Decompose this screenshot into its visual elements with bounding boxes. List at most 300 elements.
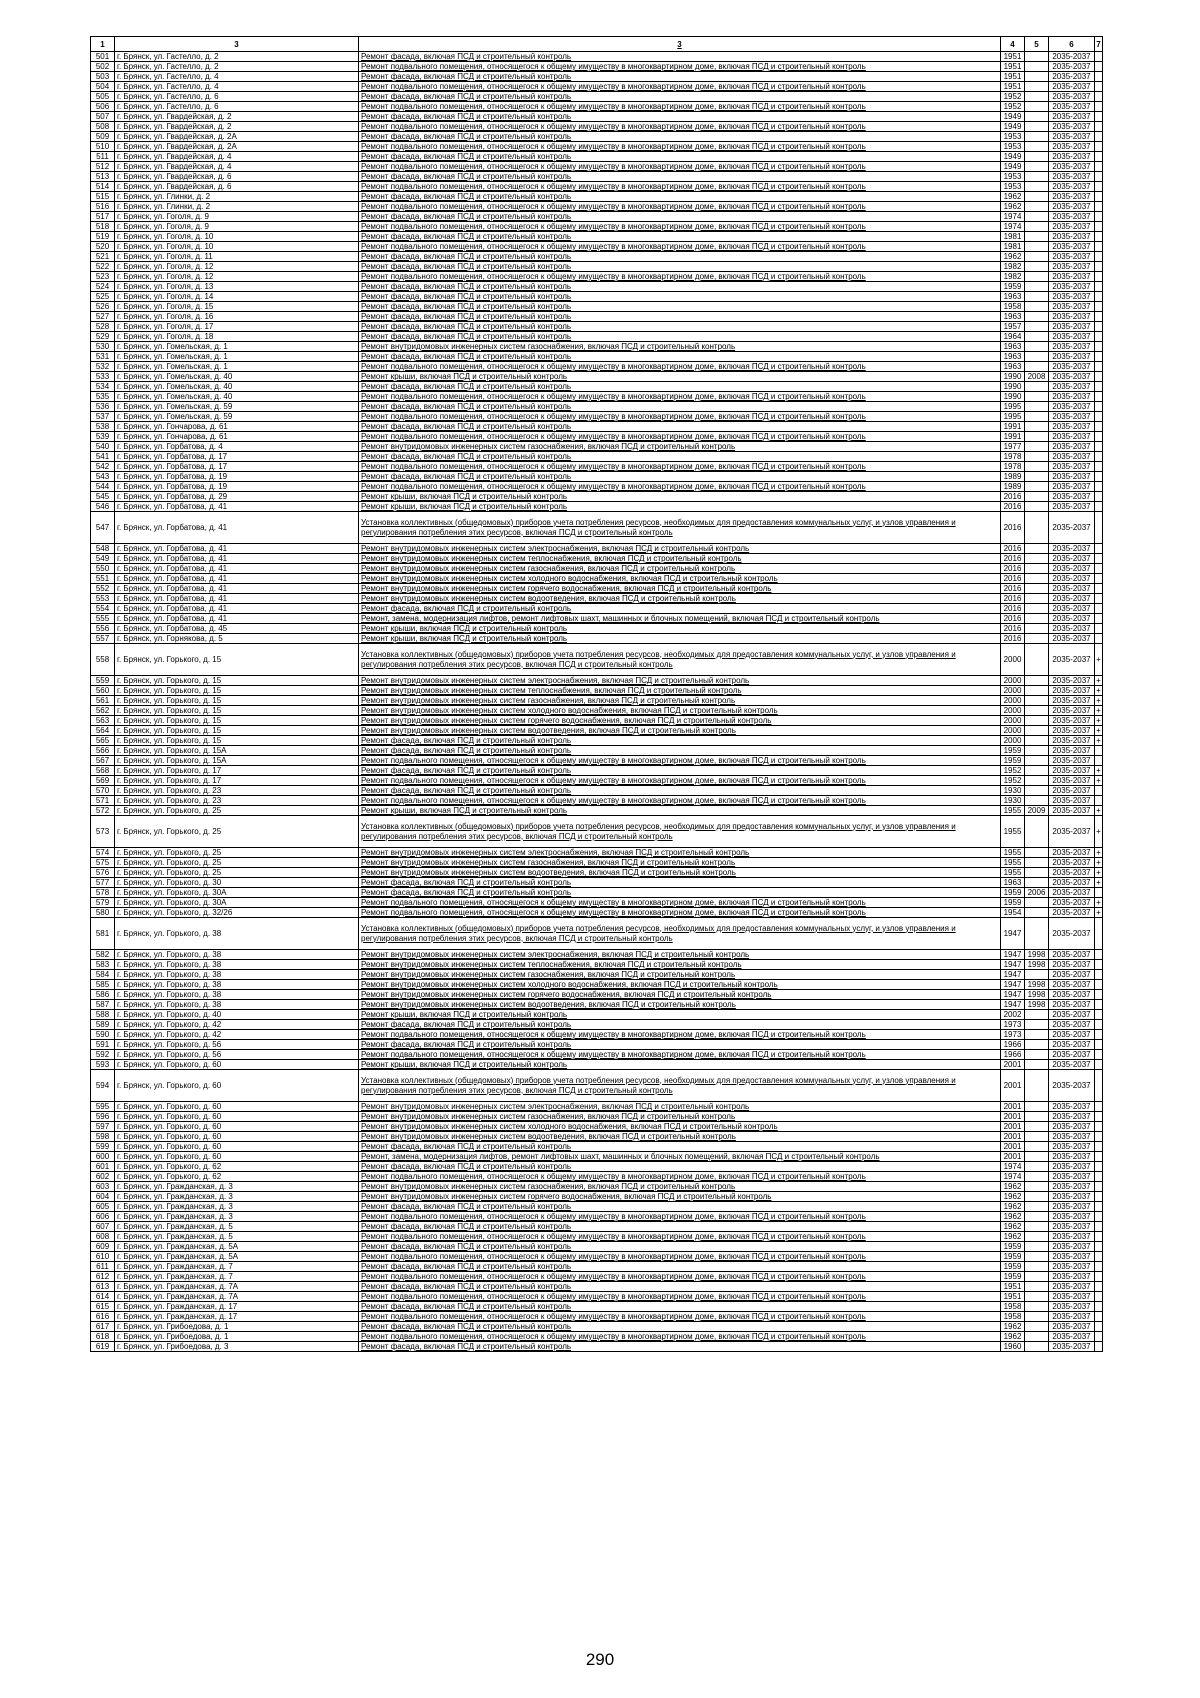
work-type-cell: Ремонт крыши, включая ПСД и строительный контроль [359, 492, 1001, 502]
address-cell: г. Брянск, ул. Горького, д. 38 [115, 980, 359, 990]
build-year-cell: 1995 [1001, 412, 1025, 422]
table-row [91, 1060, 1103, 1070]
build-year-cell: 1955 [1001, 868, 1025, 878]
address-cell: г. Брянск, ул. Гоголя, д. 16 [115, 312, 359, 322]
last-repair-year-cell [1025, 172, 1049, 182]
mark-cell [1095, 594, 1103, 604]
planned-period-cell: 2035-2037 [1049, 644, 1095, 676]
mark-cell [1095, 222, 1103, 232]
work-type-cell: Ремонт фасада, включая ПСД и строительный контроль [359, 1262, 1001, 1272]
table-row [91, 816, 1103, 848]
planned-period-cell: 2035-2037 [1049, 72, 1095, 82]
planned-period-cell: 2035-2037 [1049, 624, 1095, 634]
last-repair-year-cell: 1998 [1025, 980, 1049, 990]
mark-cell [1095, 1102, 1103, 1112]
last-repair-year-cell [1025, 544, 1049, 554]
planned-period-cell: 2035-2037 [1049, 122, 1095, 132]
row-number-cell: 598 [91, 1132, 115, 1142]
build-year-cell: 2001 [1001, 1132, 1025, 1142]
build-year-cell: 1978 [1001, 452, 1025, 462]
row-number-cell: 592 [91, 1050, 115, 1060]
build-year-cell: 2016 [1001, 574, 1025, 584]
row-number-cell: 604 [91, 1192, 115, 1202]
mark-cell [1095, 62, 1103, 72]
address-cell: г. Брянск, ул. Горького, д. 25 [115, 806, 359, 816]
planned-period-cell: 2035-2037 [1049, 162, 1095, 172]
table-row [91, 848, 1103, 858]
table-row [91, 202, 1103, 212]
address-cell: г. Брянск, ул. Горбатова, д. 41 [115, 604, 359, 614]
planned-period-cell: 2035-2037 [1049, 980, 1095, 990]
planned-period-cell: 2035-2037 [1049, 776, 1095, 786]
row-number-cell: 588 [91, 1010, 115, 1020]
planned-period-cell: 2035-2037 [1049, 232, 1095, 242]
work-type-cell: Ремонт подвального помещения, относящегося к общему имуществу в многоквартирном доме, включая ПСД и строительный контроль [359, 272, 1001, 282]
build-year-cell: 2016 [1001, 492, 1025, 502]
mark-cell [1095, 1202, 1103, 1212]
planned-period-cell: 2035-2037 [1049, 222, 1095, 232]
table-row [91, 382, 1103, 392]
build-year-cell: 1962 [1001, 1322, 1025, 1332]
build-year-cell: 1947 [1001, 918, 1025, 950]
work-type-cell: Ремонт фасада, включая ПСД и строительный контроль [359, 302, 1001, 312]
last-repair-year-cell [1025, 816, 1049, 848]
work-type-cell: Установка коллективных (общедомовых) приборов учета потребления ресурсов, необходимых для предоставления коммунальных услуг, и узлов управления и регулирования потребления этих ресурсов, включая ПСД и строительный контроль [359, 918, 1001, 950]
planned-period-cell: 2035-2037 [1049, 1232, 1095, 1242]
table-row [91, 172, 1103, 182]
work-type-cell: Ремонт фасада, включая ПСД и строительный контроль [359, 132, 1001, 142]
mark-cell [1095, 544, 1103, 554]
planned-period-cell: 2035-2037 [1049, 212, 1095, 222]
work-type-cell: Ремонт подвального помещения, относящегося к общему имуществу в многоквартирном доме, включая ПСД и строительный контроль [359, 462, 1001, 472]
last-repair-year-cell [1025, 322, 1049, 332]
row-number-cell: 518 [91, 222, 115, 232]
address-cell: г. Брянск, ул. Горького, д. 62 [115, 1162, 359, 1172]
last-repair-year-cell [1025, 1182, 1049, 1192]
last-repair-year-cell [1025, 1122, 1049, 1132]
row-number-cell: 571 [91, 796, 115, 806]
row-number-cell: 514 [91, 182, 115, 192]
planned-period-cell: 2035-2037 [1049, 512, 1095, 544]
last-repair-year-cell [1025, 52, 1049, 62]
work-type-cell: Установка коллективных (общедомовых) приборов учета потребления ресурсов, необходимых для предоставления коммунальных услуг, и узлов управления и регулирования потребления этих ресурсов, включая ПСД и строительный контроль [359, 816, 1001, 848]
address-cell: г. Брянск, ул. Гвардейская, д. 2А [115, 132, 359, 142]
row-number-cell: 572 [91, 806, 115, 816]
work-type-cell: Ремонт фасада, включая ПСД и строительный контроль [359, 332, 1001, 342]
planned-period-cell: 2035-2037 [1049, 898, 1095, 908]
work-type-cell: Ремонт подвального помещения, относящегося к общему имуществу в многоквартирном доме, включая ПСД и строительный контроль [359, 82, 1001, 92]
build-year-cell: 1959 [1001, 888, 1025, 898]
build-year-cell: 1949 [1001, 112, 1025, 122]
table-row [91, 858, 1103, 868]
planned-period-cell: 2035-2037 [1049, 1122, 1095, 1132]
work-type-cell: Ремонт внутридомовых инженерных систем холодного водоснабжения, включая ПСД и строительный контроль [359, 574, 1001, 584]
address-cell: г. Брянск, ул. Гвардейская, д. 6 [115, 182, 359, 192]
address-cell: г. Брянск, ул. Горького, д. 40 [115, 1010, 359, 1020]
address-cell: г. Брянск, ул. Горького, д. 56 [115, 1050, 359, 1060]
planned-period-cell: 2035-2037 [1049, 152, 1095, 162]
row-number-cell: 561 [91, 696, 115, 706]
planned-period-cell: 2035-2037 [1049, 960, 1095, 970]
address-cell: г. Брянск, ул. Горького, д. 30А [115, 888, 359, 898]
table-row [91, 472, 1103, 482]
work-type-cell: Установка коллективных (общедомовых) приборов учета потребления ресурсов, необходимых для предоставления коммунальных услуг, и узлов управления и регулирования потребления этих ресурсов, включая ПСД и строительный контроль [359, 1070, 1001, 1102]
work-type-cell: Ремонт крыши, включая ПСД и строительный контроль [359, 372, 1001, 382]
table-row [91, 352, 1103, 362]
mark-cell [1095, 786, 1103, 796]
planned-period-cell: 2035-2037 [1049, 102, 1095, 112]
planned-period-cell: 2035-2037 [1049, 564, 1095, 574]
address-cell: г. Брянск, ул. Гастелло, д. 6 [115, 102, 359, 112]
work-type-cell: Ремонт внутридомовых инженерных систем горячего водоснабжения, включая ПСД и строительный контроль [359, 716, 1001, 726]
build-year-cell: 1947 [1001, 980, 1025, 990]
build-year-cell: 2016 [1001, 634, 1025, 644]
row-number-cell: 618 [91, 1332, 115, 1342]
build-year-cell: 1959 [1001, 1262, 1025, 1272]
mark-cell [1095, 202, 1103, 212]
address-cell: г. Брянск, ул. Гвардейская, д. 2А [115, 142, 359, 152]
planned-period-cell: 2035-2037 [1049, 686, 1095, 696]
last-repair-year-cell [1025, 112, 1049, 122]
address-cell: г. Брянск, ул. Горького, д. 17 [115, 776, 359, 786]
build-year-cell: 2002 [1001, 1010, 1025, 1020]
last-repair-year-cell [1025, 392, 1049, 402]
work-type-cell: Ремонт, замена, модернизация лифтов, ремонт лифтовых шахт, машинных и блочных помещений, включая ПСД и строительный контроль [359, 614, 1001, 624]
address-cell: г. Брянск, ул. Горького, д. 15 [115, 736, 359, 746]
build-year-cell: 1959 [1001, 1252, 1025, 1262]
row-number-cell: 508 [91, 122, 115, 132]
address-cell: г. Брянск, ул. Гражданская, д. 7 [115, 1272, 359, 1282]
build-year-cell: 2016 [1001, 584, 1025, 594]
mark-cell: + [1096, 676, 1101, 685]
work-type-cell: Установка коллективных (общедомовых) приборов учета потребления ресурсов, необходимых для предоставления коммунальных услуг, и узлов управления и регулирования потребления этих ресурсов, включая ПСД и строительный контроль [359, 644, 1001, 676]
last-repair-year-cell [1025, 766, 1049, 776]
row-number-cell: 584 [91, 970, 115, 980]
address-cell: г. Брянск, ул. Горького, д. 15 [115, 726, 359, 736]
last-repair-year-cell [1025, 222, 1049, 232]
registry-sheet [90, 36, 1103, 1352]
address-cell: г. Брянск, ул. Грибоедова, д. 3 [115, 1342, 359, 1352]
work-type-cell: Ремонт внутридомовых инженерных систем водоотведения, включая ПСД и строительный контроль [359, 868, 1001, 878]
table-row [91, 696, 1103, 706]
build-year-cell: 2016 [1001, 624, 1025, 634]
work-type-cell: Ремонт внутридомовых инженерных систем электроснабжения, включая ПСД и строительный контроль [359, 1102, 1001, 1112]
row-number-cell: 590 [91, 1030, 115, 1040]
address-cell: г. Брянск, ул. Горького, д. 60 [115, 1122, 359, 1132]
table-row [91, 362, 1103, 372]
table-row [91, 1020, 1103, 1030]
planned-period-cell: 2035-2037 [1049, 614, 1095, 624]
work-type-cell: Ремонт фасада, включая ПСД и строительный контроль [359, 212, 1001, 222]
mark-cell [1095, 1272, 1103, 1282]
planned-period-cell: 2035-2037 [1049, 604, 1095, 614]
table-row [91, 432, 1103, 442]
mark-cell [1095, 82, 1103, 92]
work-type-cell: Ремонт внутридомовых инженерных систем горячего водоснабжения, включая ПСД и строительный контроль [359, 584, 1001, 594]
work-type-cell: Ремонт подвального помещения, относящегося к общему имуществу в многоквартирном доме, включая ПСД и строительный контроль [359, 1232, 1001, 1242]
table-row [91, 252, 1103, 262]
planned-period-cell: 2035-2037 [1049, 1292, 1095, 1302]
build-year-cell: 1952 [1001, 92, 1025, 102]
row-number-cell: 611 [91, 1262, 115, 1272]
table-row [91, 162, 1103, 172]
last-repair-year-cell [1025, 1060, 1049, 1070]
mark-cell [1095, 152, 1103, 162]
mark-cell [1095, 746, 1103, 756]
column-header: 4 [1001, 37, 1025, 52]
row-number-cell: 548 [91, 544, 115, 554]
row-number-cell: 568 [91, 766, 115, 776]
build-year-cell: 2016 [1001, 544, 1025, 554]
last-repair-year-cell [1025, 162, 1049, 172]
mark-cell [1095, 502, 1103, 512]
last-repair-year-cell [1025, 92, 1049, 102]
work-type-cell: Ремонт фасада, включая ПСД и строительный контроль [359, 1142, 1001, 1152]
address-cell: г. Брянск, ул. Гомельская, д. 1 [115, 342, 359, 352]
address-cell: г. Брянск, ул. Гастелло, д. 4 [115, 72, 359, 82]
row-number-cell: 600 [91, 1152, 115, 1162]
work-type-cell: Ремонт подвального помещения, относящегося к общему имуществу в многоквартирном доме, включая ПСД и строительный контроль [359, 362, 1001, 372]
mark-cell [1095, 272, 1103, 282]
last-repair-year-cell [1025, 432, 1049, 442]
table-row [91, 614, 1103, 624]
row-number-cell: 574 [91, 848, 115, 858]
work-type-cell: Ремонт фасада, включая ПСД и строительный контроль [359, 878, 1001, 888]
planned-period-cell: 2035-2037 [1049, 1102, 1095, 1112]
row-number-cell: 579 [91, 898, 115, 908]
last-repair-year-cell [1025, 706, 1049, 716]
table-row [91, 1222, 1103, 1232]
last-repair-year-cell [1025, 726, 1049, 736]
mark-cell [1095, 1302, 1103, 1312]
table-row [91, 756, 1103, 766]
last-repair-year-cell [1025, 970, 1049, 980]
build-year-cell: 1954 [1001, 908, 1025, 918]
work-type-cell: Ремонт внутридомовых инженерных систем газоснабжения, включая ПСД и строительный контроль [359, 564, 1001, 574]
row-number-cell: 577 [91, 878, 115, 888]
planned-period-cell: 2035-2037 [1049, 1152, 1095, 1162]
table-row [91, 574, 1103, 584]
mark-cell [1095, 970, 1103, 980]
build-year-cell: 2001 [1001, 1102, 1025, 1112]
table-row [91, 1342, 1103, 1352]
column-header: 7 [1095, 37, 1103, 52]
build-year-cell: 2016 [1001, 554, 1025, 564]
table-row [91, 132, 1103, 142]
last-repair-year-cell [1025, 878, 1049, 888]
row-number-cell: 603 [91, 1182, 115, 1192]
table-row [91, 462, 1103, 472]
mark-cell [1095, 242, 1103, 252]
build-year-cell: 1966 [1001, 1040, 1025, 1050]
planned-period-cell: 2035-2037 [1049, 442, 1095, 452]
table-row [91, 322, 1103, 332]
row-number-cell: 609 [91, 1242, 115, 1252]
work-type-cell: Ремонт фасада, включая ПСД и строительный контроль [359, 888, 1001, 898]
address-cell: г. Брянск, ул. Гоголя, д. 9 [115, 222, 359, 232]
work-type-cell: Ремонт фасада, включая ПСД и строительный контроль [359, 402, 1001, 412]
planned-period-cell: 2035-2037 [1049, 422, 1095, 432]
work-type-cell: Ремонт фасада, включая ПСД и строительный контроль [359, 1222, 1001, 1232]
build-year-cell: 1949 [1001, 162, 1025, 172]
mark-cell: + [1096, 776, 1101, 785]
work-type-cell: Ремонт подвального помещения, относящегося к общему имуществу в многоквартирном доме, включая ПСД и строительный контроль [359, 1332, 1001, 1342]
build-year-cell: 1981 [1001, 232, 1025, 242]
address-cell: г. Брянск, ул. Гвардейская, д. 6 [115, 172, 359, 182]
build-year-cell: 1962 [1001, 1202, 1025, 1212]
table-row [91, 1162, 1103, 1172]
last-repair-year-cell [1025, 192, 1049, 202]
mark-cell [1095, 72, 1103, 82]
row-number-cell: 529 [91, 332, 115, 342]
table-row [91, 950, 1103, 960]
address-cell: г. Брянск, ул. Горького, д. 15 [115, 644, 359, 676]
mark-cell [1095, 432, 1103, 442]
work-type-cell: Ремонт фасада, включая ПСД и строительный контроль [359, 252, 1001, 262]
last-repair-year-cell [1025, 182, 1049, 192]
table-row [91, 1142, 1103, 1152]
address-cell: г. Брянск, ул. Гражданская, д. 5 [115, 1232, 359, 1242]
build-year-cell: 2000 [1001, 696, 1025, 706]
address-cell: г. Брянск, ул. Горбатова, д. 19 [115, 472, 359, 482]
build-year-cell: 1974 [1001, 1172, 1025, 1182]
build-year-cell: 1953 [1001, 172, 1025, 182]
last-repair-year-cell [1025, 242, 1049, 252]
table-row [91, 970, 1103, 980]
row-number-cell: 570 [91, 786, 115, 796]
build-year-cell: 1959 [1001, 282, 1025, 292]
work-type-cell: Ремонт крыши, включая ПСД и строительный контроль [359, 1060, 1001, 1070]
last-repair-year-cell [1025, 282, 1049, 292]
table-row [91, 796, 1103, 806]
planned-period-cell: 2035-2037 [1049, 1060, 1095, 1070]
table-row [91, 564, 1103, 574]
row-number-cell: 555 [91, 614, 115, 624]
address-cell: г. Брянск, ул. Горбатова, д. 17 [115, 462, 359, 472]
build-year-cell: 1964 [1001, 332, 1025, 342]
last-repair-year-cell [1025, 604, 1049, 614]
last-repair-year-cell [1025, 462, 1049, 472]
build-year-cell: 1991 [1001, 432, 1025, 442]
address-cell: г. Брянск, ул. Горького, д. 62 [115, 1172, 359, 1182]
row-number-cell: 525 [91, 292, 115, 302]
last-repair-year-cell [1025, 302, 1049, 312]
planned-period-cell: 2035-2037 [1049, 574, 1095, 584]
table-row [91, 1212, 1103, 1222]
address-cell: г. Брянск, ул. Гомельская, д. 1 [115, 362, 359, 372]
planned-period-cell: 2035-2037 [1049, 970, 1095, 980]
table-row [91, 1112, 1103, 1122]
last-repair-year-cell [1025, 868, 1049, 878]
work-type-cell: Ремонт фасада, включая ПСД и строительный контроль [359, 1282, 1001, 1292]
row-number-cell: 515 [91, 192, 115, 202]
work-type-cell: Ремонт внутридомовых инженерных систем газоснабжения, включая ПСД и строительный контроль [359, 442, 1001, 452]
last-repair-year-cell [1025, 1152, 1049, 1162]
mark-cell [1095, 1142, 1103, 1152]
address-cell: г. Брянск, ул. Глинки, д. 2 [115, 192, 359, 202]
build-year-cell: 1966 [1001, 1050, 1025, 1060]
work-type-cell: Ремонт фасада, включая ПСД и строительный контроль [359, 766, 1001, 776]
mark-cell [1095, 918, 1103, 950]
build-year-cell: 2000 [1001, 706, 1025, 716]
last-repair-year-cell [1025, 594, 1049, 604]
build-year-cell: 1963 [1001, 352, 1025, 362]
row-number-cell: 552 [91, 584, 115, 594]
planned-period-cell: 2035-2037 [1049, 950, 1095, 960]
mark-cell: + [1096, 766, 1101, 775]
mark-cell [1095, 1132, 1103, 1142]
address-cell: г. Брянск, ул. Гражданская, д. 3 [115, 1212, 359, 1222]
mark-cell [1095, 1262, 1103, 1272]
address-cell: г. Брянск, ул. Горького, д. 60 [115, 1132, 359, 1142]
row-number-cell: 558 [91, 644, 115, 676]
column-header: 6 [1049, 37, 1095, 52]
address-cell: г. Брянск, ул. Горького, д. 38 [115, 918, 359, 950]
address-cell: г. Брянск, ул. Гомельская, д. 40 [115, 372, 359, 382]
address-cell: г. Брянск, ул. Гражданская, д. 3 [115, 1192, 359, 1202]
table-row [91, 292, 1103, 302]
work-type-cell: Ремонт фасада, включая ПСД и строительный контроль [359, 1322, 1001, 1332]
build-year-cell: 1973 [1001, 1020, 1025, 1030]
build-year-cell: 1974 [1001, 1162, 1025, 1172]
table-row [91, 232, 1103, 242]
work-type-cell: Ремонт фасада, включая ПСД и строительный контроль [359, 352, 1001, 362]
planned-period-cell: 2035-2037 [1049, 382, 1095, 392]
mark-cell [1095, 1010, 1103, 1020]
address-cell: г. Брянск, ул. Гоголя, д. 12 [115, 262, 359, 272]
work-type-cell: Ремонт внутридомовых инженерных систем электроснабжения, включая ПСД и строительный контроль [359, 544, 1001, 554]
last-repair-year-cell [1025, 142, 1049, 152]
work-type-cell: Ремонт внутридомовых инженерных систем газоснабжения, включая ПСД и строительный контроль [359, 970, 1001, 980]
address-cell: г. Брянск, ул. Гоголя, д. 10 [115, 242, 359, 252]
last-repair-year-cell [1025, 1262, 1049, 1272]
planned-period-cell: 2035-2037 [1049, 202, 1095, 212]
mark-cell [1095, 584, 1103, 594]
row-number-cell: 595 [91, 1102, 115, 1112]
work-type-cell: Ремонт фасада, включая ПСД и строительный контроль [359, 1202, 1001, 1212]
table-row [91, 392, 1103, 402]
work-type-cell: Ремонт подвального помещения, относящегося к общему имуществу в многоквартирном доме, включая ПСД и строительный контроль [359, 162, 1001, 172]
work-type-cell: Ремонт фасада, включая ПСД и строительный контроль [359, 292, 1001, 302]
planned-period-cell: 2035-2037 [1049, 816, 1095, 848]
work-type-cell: Ремонт фасада, включая ПСД и строительный контроль [359, 92, 1001, 102]
mark-cell [1095, 232, 1103, 242]
address-cell: г. Брянск, ул. Гастелло, д. 2 [115, 62, 359, 72]
planned-period-cell: 2035-2037 [1049, 312, 1095, 322]
row-number-cell: 512 [91, 162, 115, 172]
last-repair-year-cell [1025, 212, 1049, 222]
mark-cell [1095, 1192, 1103, 1202]
row-number-cell: 594 [91, 1070, 115, 1102]
mark-cell [1095, 888, 1103, 898]
mark-cell [1095, 1332, 1103, 1342]
work-type-cell: Ремонт фасада, включая ПСД и строительный контроль [359, 452, 1001, 462]
planned-period-cell: 2035-2037 [1049, 858, 1095, 868]
build-year-cell: 1947 [1001, 970, 1025, 980]
row-number-cell: 538 [91, 422, 115, 432]
table-row [91, 786, 1103, 796]
work-type-cell: Ремонт фасада, включая ПСД и строительный контроль [359, 232, 1001, 242]
last-repair-year-cell [1025, 644, 1049, 676]
table-row [91, 312, 1103, 322]
row-number-cell: 610 [91, 1252, 115, 1262]
build-year-cell: 1952 [1001, 766, 1025, 776]
address-cell: г. Брянск, ул. Горького, д. 23 [115, 796, 359, 806]
build-year-cell: 1974 [1001, 212, 1025, 222]
table-row [91, 52, 1103, 62]
address-cell: г. Брянск, ул. Гоголя, д. 12 [115, 272, 359, 282]
build-year-cell: 1951 [1001, 62, 1025, 72]
